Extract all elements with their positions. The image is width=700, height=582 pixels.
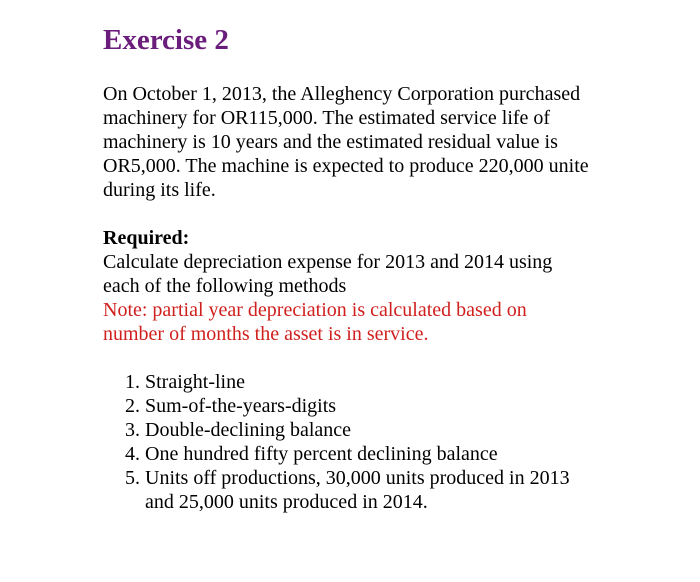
- list-item: [103, 394, 693, 418]
- exercise-title: Exercise 2: [103, 24, 229, 56]
- list-number: 1.: [125, 371, 140, 393]
- list-number: 3.: [125, 419, 140, 441]
- partial-year-note: Note: partial year depreciation is calculated based on number of months the asset is in service.: [103, 299, 527, 345]
- list-number: 5.: [125, 467, 140, 489]
- method-text: Straight-line: [145, 371, 245, 393]
- methods-list: [103, 370, 693, 514]
- method-text: One hundred fifty percent declining balance: [145, 443, 498, 465]
- method-text: Units off productions, 30,000 units produced in 2013 and 25,000 units produced in 2014.: [145, 467, 570, 513]
- required-heading: Required:: [103, 227, 190, 249]
- required-instruction: Calculate depreciation expense for 2013 and 2014 using each of the following methods: [103, 251, 553, 297]
- list-item: [103, 418, 693, 442]
- list-number: 4.: [125, 443, 140, 465]
- list-item: [103, 370, 693, 394]
- method-text: Double-declining balance: [145, 419, 352, 441]
- exercise-slide: [103, 22, 693, 514]
- list-item: [103, 466, 693, 514]
- problem-paragraph: On October 1, 2013, the Alleghency Corporation purchased machinery for OR115,000. The estimated service life of machinery is 10 years and the estimated residual value is OR5,000. The machine is expected to produce 220,000 unite during its life.: [103, 83, 589, 201]
- method-text: Sum-of-the-years-digits: [145, 395, 337, 417]
- list-number: 2.: [125, 395, 140, 417]
- required-section: [103, 226, 693, 346]
- list-item: [103, 442, 693, 466]
